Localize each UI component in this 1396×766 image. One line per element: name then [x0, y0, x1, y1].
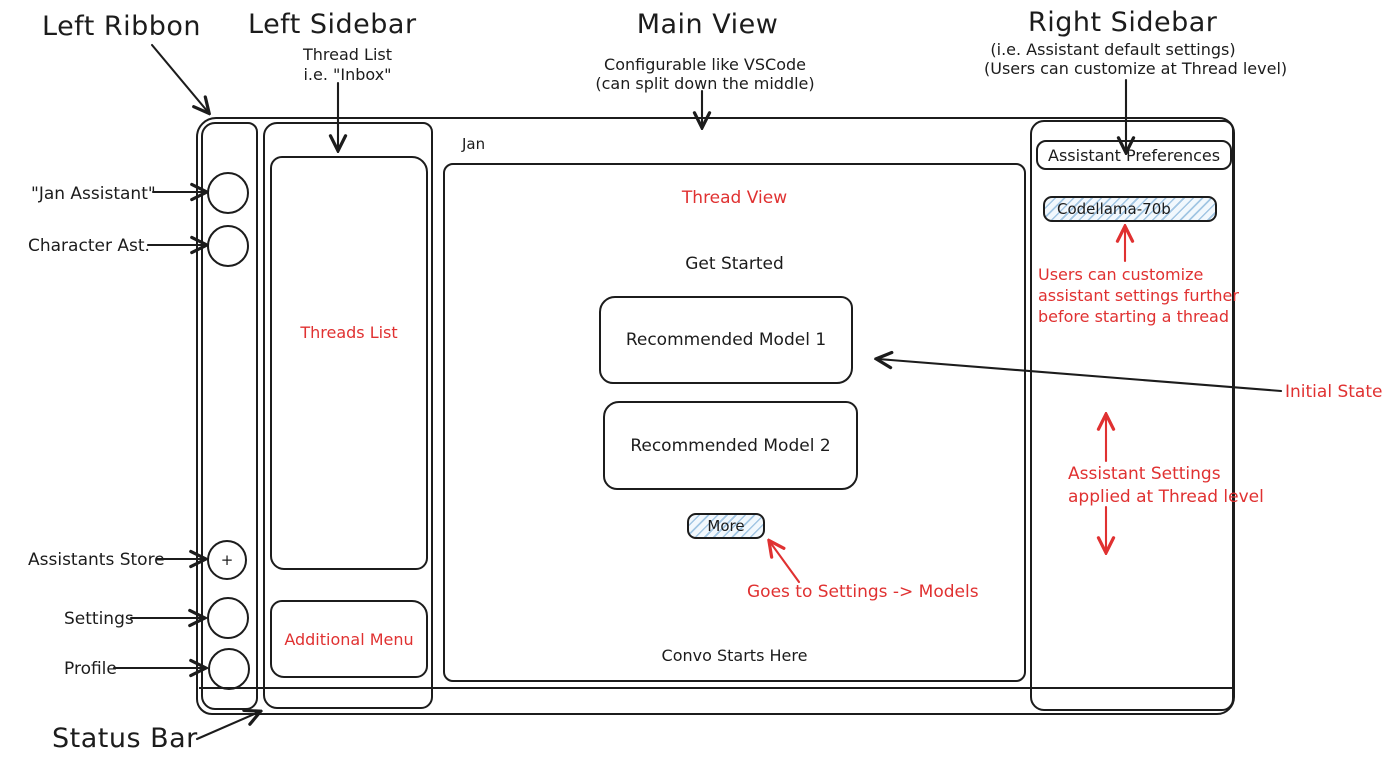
window-title: Jan — [462, 135, 486, 153]
callout-inbox: i.e. "Inbox" — [303, 65, 392, 84]
model-badge-codellama[interactable] — [1043, 196, 1217, 222]
more-button[interactable] — [687, 513, 765, 539]
more-button-label: More — [707, 517, 745, 535]
note-customize — [1038, 264, 1239, 327]
note-applied-line1: Assistant Settings — [1068, 464, 1221, 484]
callout-character-ast: Character Ast. — [28, 236, 150, 256]
callout-right-sidebar: Right Sidebar — [1028, 7, 1218, 38]
callout-configurable: Configurable like VSCode — [604, 55, 806, 74]
model-badge-label: Codellama-70b — [1057, 200, 1171, 218]
goes-to-settings-note: Goes to Settings -> Models — [747, 582, 979, 602]
note-customize-line1: Users can customize — [1038, 265, 1204, 284]
recommended-model-2-label: Recommended Model 2 — [630, 435, 831, 456]
plus-icon: + — [220, 551, 234, 569]
callout-assistants-store: Assistants Store — [28, 550, 165, 570]
callout-initial-state: Initial State — [1285, 382, 1383, 402]
profile-button[interactable] — [208, 648, 250, 690]
recommended-model-1-label: Recommended Model 1 — [625, 330, 827, 350]
jan-assistant-button[interactable] — [207, 172, 249, 214]
settings-button[interactable] — [207, 597, 249, 639]
recommended-model-1-card[interactable] — [599, 296, 853, 384]
callout-default-settings: (i.e. Assistant default settings) — [990, 40, 1236, 59]
callout-profile: Profile — [64, 659, 117, 679]
callout-left-ribbon: Left Ribbon — [42, 11, 202, 42]
thread-view-label: Thread View — [681, 188, 788, 208]
get-started-label: Get Started — [685, 254, 784, 274]
status-bar — [199, 687, 1233, 689]
callout-status-bar: Status Bar — [52, 723, 198, 754]
threads-list-label: Threads List — [300, 323, 398, 342]
character-assistant-button[interactable] — [207, 225, 249, 267]
callout-jan-assistant: "Jan Assistant" — [31, 184, 156, 204]
assistant-preferences-header — [1036, 140, 1232, 170]
callout-thread-list: Thread List — [303, 45, 392, 64]
note-customize-line2: assistant settings further — [1038, 286, 1239, 305]
callout-split: (can split down the middle) — [595, 74, 815, 93]
callout-customize-thread: (Users can customize at Thread level) — [984, 59, 1288, 78]
callout-left-sidebar: Left Sidebar — [248, 9, 417, 40]
additional-menu-label: Additional Menu — [284, 630, 414, 649]
assistant-preferences-label: Assistant Preferences — [1048, 145, 1221, 165]
callout-settings: Settings — [64, 609, 134, 629]
note-applied — [1068, 463, 1264, 509]
note-applied-line2: applied at Thread level — [1068, 487, 1264, 507]
recommended-model-2-card[interactable] — [603, 401, 858, 490]
note-customize-line3: before starting a thread — [1038, 307, 1230, 326]
threads-list[interactable] — [270, 156, 428, 570]
arrow-left-ribbon — [152, 45, 208, 112]
assistants-store-button[interactable] — [207, 540, 247, 580]
convo-starts-label: Convo Starts Here — [661, 646, 808, 665]
callout-main-view: Main View — [636, 9, 779, 40]
arrow-status-bar — [197, 712, 259, 739]
